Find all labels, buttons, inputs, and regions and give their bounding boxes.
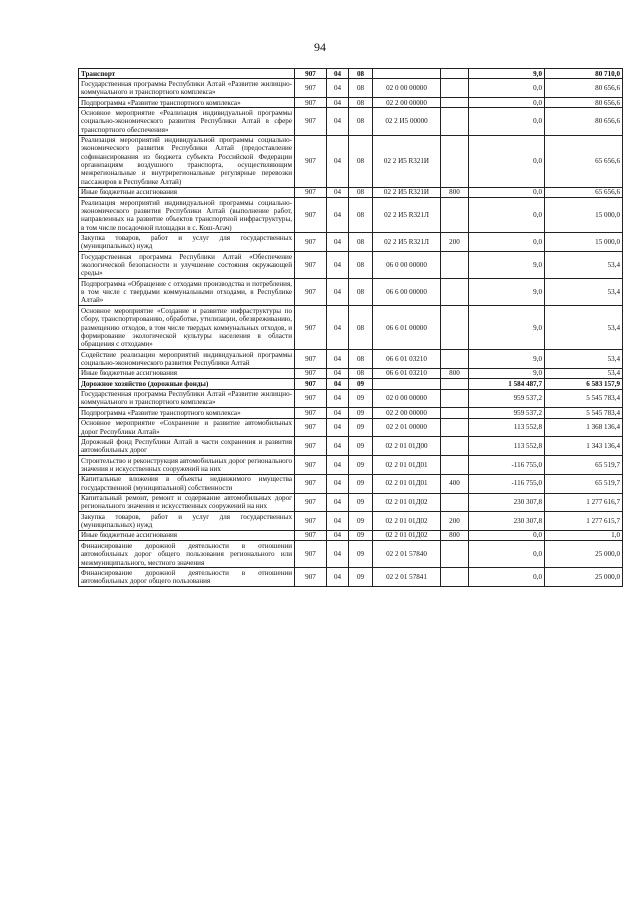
expense-type-cell: 200 bbox=[441, 233, 469, 252]
table-row bbox=[79, 408, 623, 418]
amount-change-cell: 9,0 bbox=[469, 69, 545, 79]
amount-change-cell: 230 307,8 bbox=[469, 493, 545, 512]
amount-change-cell: 0,0 bbox=[469, 187, 545, 197]
amount-total-cell: 80 656,6 bbox=[545, 108, 623, 135]
amount-total-cell: 80 710,0 bbox=[545, 69, 623, 79]
amount-change-cell: 0,0 bbox=[469, 233, 545, 252]
amount-change-cell: 0,0 bbox=[469, 108, 545, 135]
expense-type-cell bbox=[441, 408, 469, 418]
subsection-code-cell: 09 bbox=[349, 512, 373, 531]
subsection-code-cell: 09 bbox=[349, 437, 373, 456]
ministry-code-cell: 907 bbox=[295, 198, 327, 233]
ministry-code-cell: 907 bbox=[295, 69, 327, 79]
table-row bbox=[79, 474, 623, 493]
section-code-cell: 04 bbox=[327, 512, 349, 531]
section-code-cell: 04 bbox=[327, 408, 349, 418]
ministry-code-cell: 907 bbox=[295, 279, 327, 306]
item-name-cell: Основное мероприятие «Сохранение и развитие автомобильных дорог Республики Алтай» bbox=[79, 418, 295, 437]
amount-change-cell: -116 755,0 bbox=[469, 456, 545, 475]
section-code-cell: 04 bbox=[327, 389, 349, 408]
page-number: 94 bbox=[314, 40, 326, 54]
expense-type-cell: 400 bbox=[441, 474, 469, 493]
expense-type-cell bbox=[441, 493, 469, 512]
ministry-code-cell: 907 bbox=[295, 98, 327, 108]
ministry-code-cell: 907 bbox=[295, 187, 327, 197]
amount-change-cell: 959 537,2 bbox=[469, 389, 545, 408]
expense-type-cell: 800 bbox=[441, 368, 469, 378]
item-name-cell: Содействие реализации мероприятий индивидуальной программы социально-экономического развития Республики Алтай bbox=[79, 350, 295, 369]
amount-total-cell: 65 656,6 bbox=[545, 187, 623, 197]
target-article-cell: 06 6 01 00000 bbox=[373, 306, 441, 350]
section-code-cell: 04 bbox=[327, 135, 349, 187]
subsection-code-cell: 08 bbox=[349, 306, 373, 350]
expense-type-cell bbox=[441, 306, 469, 350]
subsection-code-cell: 08 bbox=[349, 187, 373, 197]
target-article-cell: 02 2 01 01Д02 bbox=[373, 512, 441, 531]
item-name-cell: Реализация мероприятий индивидуальной программы социально-экономического развития Республики Алтай (предоставление софинансирования из бюджета субъекта Российской Федерации организациям воздушного транспорта, осуществляющим межрегиональные и внутрирегиональные регулярные перевозки пассажиров в Республике Алтай) bbox=[79, 135, 295, 187]
amount-total-cell: 53,4 bbox=[545, 350, 623, 369]
table-row bbox=[79, 541, 623, 568]
item-name-cell: Иные бюджетные ассигнования bbox=[79, 368, 295, 378]
amount-total-cell: 65 519,7 bbox=[545, 456, 623, 475]
item-name-cell: Подпрограмма «Развитие транспортного комплекса» bbox=[79, 98, 295, 108]
amount-change-cell: 113 552,8 bbox=[469, 437, 545, 456]
target-article-cell: 06 6 01 03210 bbox=[373, 368, 441, 378]
item-name-cell: Иные бюджетные ассигнования bbox=[79, 530, 295, 540]
target-article-cell: 02 0 00 00000 bbox=[373, 79, 441, 98]
subsection-code-cell: 08 bbox=[349, 108, 373, 135]
amount-change-cell: 9,0 bbox=[469, 350, 545, 369]
ministry-code-cell: 907 bbox=[295, 350, 327, 369]
amount-change-cell: 0,0 bbox=[469, 135, 545, 187]
amount-total-cell: 65 519,7 bbox=[545, 474, 623, 493]
amount-change-cell: 0,0 bbox=[469, 198, 545, 233]
table-row bbox=[79, 368, 623, 378]
amount-total-cell: 25 000,0 bbox=[545, 568, 623, 587]
table-row bbox=[79, 456, 623, 475]
amount-change-cell: -116 755,0 bbox=[469, 474, 545, 493]
subsection-code-cell: 08 bbox=[349, 79, 373, 98]
amount-change-cell: 230 307,8 bbox=[469, 512, 545, 531]
subsection-code-cell: 09 bbox=[349, 418, 373, 437]
item-name-cell: Основное мероприятие «Реализация индивидуальной программы социально-экономического развития Республики Алтай в сфере транспортного обеспечения» bbox=[79, 108, 295, 135]
target-article-cell: 02 2 И5 R321Л bbox=[373, 198, 441, 233]
amount-total-cell: 1 277 615,7 bbox=[545, 512, 623, 531]
item-name-cell: Закупка товаров, работ и услуг для государственных (муниципальных) нужд bbox=[79, 233, 295, 252]
ministry-code-cell: 907 bbox=[295, 306, 327, 350]
subsection-code-cell: 08 bbox=[349, 233, 373, 252]
ministry-code-cell: 907 bbox=[295, 368, 327, 378]
amount-change-cell: 113 552,8 bbox=[469, 418, 545, 437]
amount-total-cell: 15 000,0 bbox=[545, 233, 623, 252]
amount-total-cell: 53,4 bbox=[545, 279, 623, 306]
target-article-cell: 06 0 00 00000 bbox=[373, 252, 441, 279]
section-code-cell: 04 bbox=[327, 493, 349, 512]
item-name-cell: Подпрограмма «Развитие транспортного комплекса» bbox=[79, 408, 295, 418]
subsection-code-cell: 09 bbox=[349, 493, 373, 512]
subsection-code-cell: 08 bbox=[349, 350, 373, 369]
expense-type-cell bbox=[441, 279, 469, 306]
ministry-code-cell: 907 bbox=[295, 418, 327, 437]
ministry-code-cell: 907 bbox=[295, 541, 327, 568]
item-name-cell: Транспорт bbox=[79, 69, 295, 79]
expense-type-cell bbox=[441, 108, 469, 135]
table-row bbox=[79, 108, 623, 135]
expense-type-cell: 200 bbox=[441, 512, 469, 531]
target-article-cell: 02 2 01 01Д01 bbox=[373, 456, 441, 475]
item-name-cell: Капитальный ремонт, ремонт и содержание автомобильных дорог регионального значения и искусственных сооружений на них bbox=[79, 493, 295, 512]
item-name-cell: Государственная программа Республики Алтай «Обеспечение экологической безопасности и улучшение состояния окружающей среды» bbox=[79, 252, 295, 279]
section-code-cell: 04 bbox=[327, 108, 349, 135]
ministry-code-cell: 907 bbox=[295, 252, 327, 279]
amount-total-cell: 80 656,6 bbox=[545, 98, 623, 108]
table-row bbox=[79, 98, 623, 108]
subsection-code-cell: 09 bbox=[349, 530, 373, 540]
subsection-code-cell: 09 bbox=[349, 408, 373, 418]
amount-change-cell: 9,0 bbox=[469, 306, 545, 350]
item-name-cell: Дорожный фонд Республики Алтай в части сохранения и развития автомобильных дорог bbox=[79, 437, 295, 456]
table-row bbox=[79, 350, 623, 369]
section-code-cell: 04 bbox=[327, 474, 349, 493]
ministry-code-cell: 907 bbox=[295, 135, 327, 187]
amount-change-cell: 0,0 bbox=[469, 541, 545, 568]
section-code-cell: 04 bbox=[327, 187, 349, 197]
ministry-code-cell: 907 bbox=[295, 456, 327, 475]
subsection-code-cell: 09 bbox=[349, 389, 373, 408]
ministry-code-cell: 907 bbox=[295, 530, 327, 540]
amount-total-cell: 1 277 616,7 bbox=[545, 493, 623, 512]
amount-total-cell: 80 656,6 bbox=[545, 79, 623, 98]
item-name-cell: Иные бюджетные ассигнования bbox=[79, 187, 295, 197]
section-code-cell: 04 bbox=[327, 198, 349, 233]
table-row bbox=[79, 437, 623, 456]
section-code-cell: 04 bbox=[327, 233, 349, 252]
expense-type-cell bbox=[441, 418, 469, 437]
table-body bbox=[79, 69, 623, 587]
amount-change-cell: 9,0 bbox=[469, 279, 545, 306]
expense-type-cell bbox=[441, 568, 469, 587]
item-name-cell: Капитальные вложения в объекты недвижимого имущества государственной (муниципальной) собственности bbox=[79, 474, 295, 493]
item-name-cell: Строительство и реконструкция автомобильных дорог регионального значения и искусственных сооружений на них bbox=[79, 456, 295, 475]
table-row bbox=[79, 568, 623, 587]
section-code-cell: 04 bbox=[327, 279, 349, 306]
ministry-code-cell: 907 bbox=[295, 437, 327, 456]
amount-change-cell: 9,0 bbox=[469, 368, 545, 378]
item-name-cell: Основное мероприятие «Создание и развитие инфраструктуры по сбору, транспортированию, обработке, утилизации, обезвреживанию, размещению отходов, в том числе твердых коммунальных отходов, и формирование экологической культуры населения в области обращения с отходами» bbox=[79, 306, 295, 350]
target-article-cell: 02 2 И5 R321Л bbox=[373, 233, 441, 252]
table-row bbox=[79, 252, 623, 279]
section-code-cell: 04 bbox=[327, 368, 349, 378]
expense-type-cell bbox=[441, 198, 469, 233]
ministry-code-cell: 907 bbox=[295, 233, 327, 252]
item-name-cell: Подпрограмма «Обращение с отходами производства и потребления, в том числе с твердыми коммунальными отходами, в Республике Алтай» bbox=[79, 279, 295, 306]
budget-table bbox=[78, 68, 623, 587]
subsection-code-cell: 08 bbox=[349, 135, 373, 187]
amount-change-cell: 0,0 bbox=[469, 98, 545, 108]
ministry-code-cell: 907 bbox=[295, 108, 327, 135]
section-code-cell: 04 bbox=[327, 541, 349, 568]
section-code-cell: 04 bbox=[327, 437, 349, 456]
item-name-cell: Государственная программа Республики Алтай «Развитие жилищно-коммунального и транспортного комплекса» bbox=[79, 79, 295, 98]
table-row bbox=[79, 135, 623, 187]
table-row bbox=[79, 187, 623, 197]
subsection-code-cell: 09 bbox=[349, 456, 373, 475]
subsection-code-cell: 08 bbox=[349, 279, 373, 306]
target-article-cell: 02 2 И5 R321И bbox=[373, 135, 441, 187]
item-name-cell: Финансирование дорожной деятельности в отношении автомобильных дорог общего пользования bbox=[79, 568, 295, 587]
section-code-cell: 04 bbox=[327, 568, 349, 587]
subsection-code-cell: 08 bbox=[349, 69, 373, 79]
section-code-cell: 04 bbox=[327, 350, 349, 369]
target-article-cell: 02 2 01 57840 bbox=[373, 541, 441, 568]
expense-type-cell bbox=[441, 79, 469, 98]
amount-total-cell: 1 368 136,4 bbox=[545, 418, 623, 437]
expense-type-cell bbox=[441, 98, 469, 108]
amount-change-cell: 1 584 487,7 bbox=[469, 379, 545, 389]
amount-total-cell: 65 656,6 bbox=[545, 135, 623, 187]
table-row bbox=[79, 389, 623, 408]
table-row bbox=[79, 418, 623, 437]
ministry-code-cell: 907 bbox=[295, 408, 327, 418]
expense-type-cell bbox=[441, 69, 469, 79]
target-article-cell: 06 6 00 00000 bbox=[373, 279, 441, 306]
amount-change-cell: 0,0 bbox=[469, 530, 545, 540]
target-article-cell: 02 2 00 00000 bbox=[373, 98, 441, 108]
amount-total-cell: 5 545 783,4 bbox=[545, 408, 623, 418]
amount-total-cell: 15 000,0 bbox=[545, 198, 623, 233]
item-name-cell: Государственная программа Республики Алтай «Развитие жилищно-коммунального и транспортного комплекса» bbox=[79, 389, 295, 408]
item-name-cell: Закупка товаров, работ и услуг для государственных (муниципальных) нужд bbox=[79, 512, 295, 531]
target-article-cell: 02 2 01 00000 bbox=[373, 418, 441, 437]
subsection-code-cell: 09 bbox=[349, 568, 373, 587]
target-article-cell: 02 2 01 01Д01 bbox=[373, 474, 441, 493]
table-row bbox=[79, 69, 623, 79]
ministry-code-cell: 907 bbox=[295, 474, 327, 493]
table-row bbox=[79, 379, 623, 389]
section-code-cell: 04 bbox=[327, 379, 349, 389]
amount-total-cell: 1,0 bbox=[545, 530, 623, 540]
table-row bbox=[79, 279, 623, 306]
table-row bbox=[79, 530, 623, 540]
table-row bbox=[79, 233, 623, 252]
target-article-cell: 02 0 00 00000 bbox=[373, 389, 441, 408]
amount-total-cell: 53,4 bbox=[545, 368, 623, 378]
target-article-cell: 02 2 И5 R321И bbox=[373, 187, 441, 197]
target-article-cell: 02 2 И5 00000 bbox=[373, 108, 441, 135]
table-row bbox=[79, 306, 623, 350]
section-code-cell: 04 bbox=[327, 69, 349, 79]
subsection-code-cell: 08 bbox=[349, 252, 373, 279]
target-article-cell bbox=[373, 379, 441, 389]
expense-type-cell bbox=[441, 389, 469, 408]
expense-type-cell bbox=[441, 541, 469, 568]
item-name-cell: Финансирование дорожной деятельности в отношении автомобильных дорог общего пользования регионального или межмуниципального, местного значения bbox=[79, 541, 295, 568]
ministry-code-cell: 907 bbox=[295, 79, 327, 98]
target-article-cell: 06 6 01 03210 bbox=[373, 350, 441, 369]
amount-total-cell: 1 343 136,4 bbox=[545, 437, 623, 456]
amount-total-cell: 53,4 bbox=[545, 252, 623, 279]
subsection-code-cell: 09 bbox=[349, 379, 373, 389]
amount-change-cell: 0,0 bbox=[469, 79, 545, 98]
item-name-cell: Дорожное хозяйство (дорожные фонды) bbox=[79, 379, 295, 389]
expense-type-cell bbox=[441, 379, 469, 389]
expense-type-cell bbox=[441, 135, 469, 187]
ministry-code-cell: 907 bbox=[295, 379, 327, 389]
expense-type-cell: 800 bbox=[441, 530, 469, 540]
section-code-cell: 04 bbox=[327, 252, 349, 279]
table-row bbox=[79, 198, 623, 233]
amount-total-cell: 5 545 783,4 bbox=[545, 389, 623, 408]
table-row bbox=[79, 493, 623, 512]
section-code-cell: 04 bbox=[327, 306, 349, 350]
amount-change-cell: 0,0 bbox=[469, 568, 545, 587]
expense-type-cell bbox=[441, 350, 469, 369]
table-row bbox=[79, 512, 623, 531]
target-article-cell: 02 2 01 01Д00 bbox=[373, 437, 441, 456]
expense-type-cell: 800 bbox=[441, 187, 469, 197]
expense-type-cell bbox=[441, 456, 469, 475]
amount-change-cell: 9,0 bbox=[469, 252, 545, 279]
subsection-code-cell: 08 bbox=[349, 368, 373, 378]
amount-total-cell: 53,4 bbox=[545, 306, 623, 350]
expense-type-cell bbox=[441, 437, 469, 456]
ministry-code-cell: 907 bbox=[295, 512, 327, 531]
section-code-cell: 04 bbox=[327, 456, 349, 475]
subsection-code-cell: 08 bbox=[349, 198, 373, 233]
ministry-code-cell: 907 bbox=[295, 568, 327, 587]
amount-change-cell: 959 537,2 bbox=[469, 408, 545, 418]
subsection-code-cell: 09 bbox=[349, 541, 373, 568]
section-code-cell: 04 bbox=[327, 418, 349, 437]
target-article-cell: 02 2 00 00000 bbox=[373, 408, 441, 418]
ministry-code-cell: 907 bbox=[295, 389, 327, 408]
target-article-cell: 02 2 01 57841 bbox=[373, 568, 441, 587]
ministry-code-cell: 907 bbox=[295, 493, 327, 512]
target-article-cell: 02 2 01 01Д02 bbox=[373, 530, 441, 540]
amount-total-cell: 6 583 157,9 bbox=[545, 379, 623, 389]
subsection-code-cell: 08 bbox=[349, 98, 373, 108]
section-code-cell: 04 bbox=[327, 98, 349, 108]
table-row bbox=[79, 79, 623, 98]
target-article-cell bbox=[373, 69, 441, 79]
target-article-cell: 02 2 01 01Д02 bbox=[373, 493, 441, 512]
expense-type-cell bbox=[441, 252, 469, 279]
item-name-cell: Реализация мероприятий индивидуальной программы социально-экономического развития Республики Алтай (выполнение работ, направленных на развитие объектов транспортной инфраструктуры, в том числе посадочной площадки в с. Кош-Агач) bbox=[79, 198, 295, 233]
amount-total-cell: 25 000,0 bbox=[545, 541, 623, 568]
section-code-cell: 04 bbox=[327, 530, 349, 540]
subsection-code-cell: 09 bbox=[349, 474, 373, 493]
section-code-cell: 04 bbox=[327, 79, 349, 98]
